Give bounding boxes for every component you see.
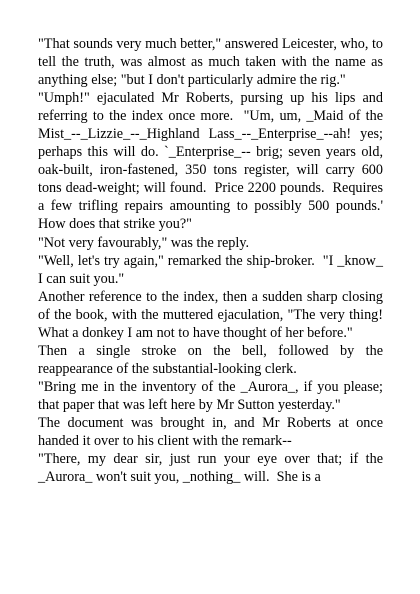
document-page bbox=[38, 35, 391, 486]
paragraph-3: "Not very favourably," was the reply. bbox=[38, 234, 250, 251]
paragraph-7: "Bring me in the inventory of the _Aurora_, if you please; that paper that was left here by Mr Sutton yesterday." bbox=[38, 378, 387, 413]
paragraph-8: The document was brought in, and Mr Roberts at once handed it over to his client with the remark-- bbox=[38, 414, 387, 450]
paragraph-2: "Umph!" ejaculated Mr Roberts, pursing up his lips and referring to the index once more. "Um, um, _Maid of the Mist_--_Lizzie_--_Highland Lass_--_Enterprise_--ah! yes; perhaps this will do. `_Enterprise_-- brig; seven years old, oak-built, iron-fastened, 350 tons register, will carry 600 tons dead-weight; will found. Price 2200 pounds. Requires a few trifling repairs amounting to possibly 500 pounds.' How does that strike you?" bbox=[38, 90, 391, 233]
paragraph-4: "Well, let's try again," remarked the ship-broker. "I _know_ I can suit you." bbox=[38, 252, 387, 287]
paragraph-6: Then a single stroke on the bell, followed by the reappearance of the substantial-looking clerk. bbox=[38, 342, 387, 377]
paragraph-5: Another reference to the index, then a sudden sharp closing of the book, with the muttered ejaculation, "The very thing! What a donkey I am not to have thought of her before." bbox=[38, 288, 391, 341]
paragraph-9: "There, my dear sir, just run your eye over that; if the _Aurora_ won't suit you, _nothing_ will. She is a bbox=[38, 451, 387, 486]
paragraph-1: "That sounds very much better," answered Leicester, who, to tell the truth, was almost as much taken with the name as anything else; "but I don't particularly admire the rig." bbox=[38, 36, 387, 89]
